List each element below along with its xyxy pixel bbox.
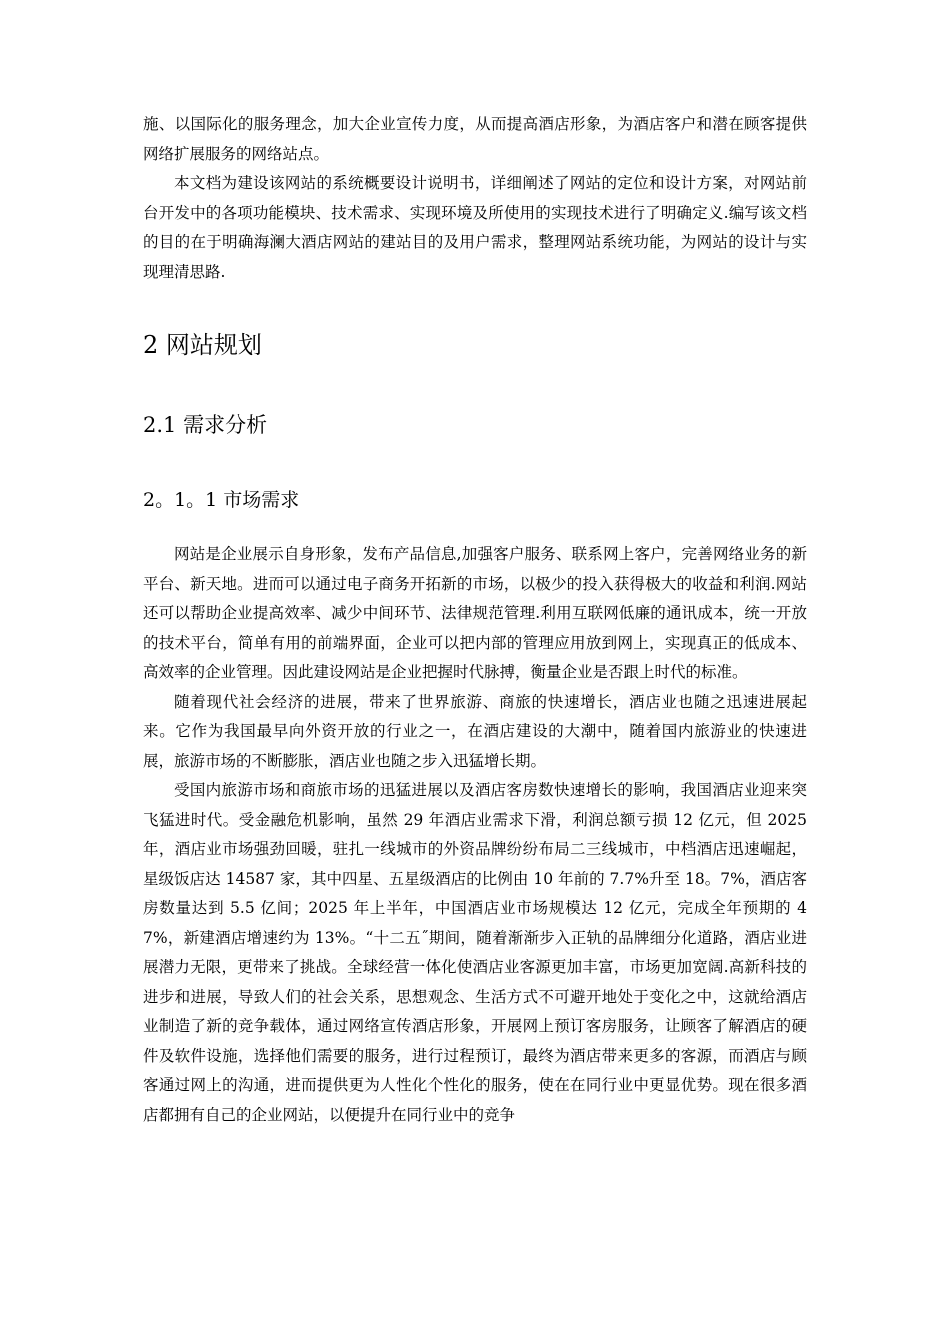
heading-requirements-analysis: 2.1 需求分析 <box>143 413 268 437</box>
paragraph-market-statistics: 受国内旅游市场和商旅市场的迅猛进展以及酒店客房数快速增长的影响，我国酒店业迎来突飞猛进时代。受金融危机影响，虽然 29 年酒店业需求下滑，利润总额亏损 12 亿元，但 2025 年，酒店业市场强劲回暖，驻扎一线城市的外资品牌纷纷布局二三线城市，中档酒店迅速崛起，星级饭店达 14587 家，其中四星、五星级酒店的比例由 10 年前的 7.7%升至 18。7%，酒店客房数量达到 5.5 亿间；2025 年上半年，中国酒店业市场规模达 12 亿元，完成全年预期的 47%，新建酒店增速约为 13%。“十二五˝期间，随着渐渐步入正轨的品牌细分化道路，酒店业进展潜力无限，更带来了挑战。全球经营一体化使酒店业客源更加丰富，市场更加宽阔.高新科技的进步和进展，导致人们的社会关系，思想观念、生活方式不可避开地处于变化之中，这就给酒店业制造了新的竞争载体，通过网络宣传酒店形象，开展网上预订客房服务，让顾客了解酒店的硬件及软件设施，选择他们需要的服务，进行过程预订，最终为酒店带来更多的客源，而酒店与顾客通过网上的沟通，进而提供更为人性化个性化的服务，使在在同行业中更显优势。现在很多酒店都拥有自己的企业网站，以便提升在同行业中的竞争 <box>143 781 807 1124</box>
paragraph-continuation: 施、以国际化的服务理念，加大企业宣传力度，从而提高酒店形象，为酒店客户和潜在顾客提供网络扩展服务的网络站点。 <box>143 115 807 163</box>
paragraph-hotel-growth: 随着现代社会经济的进展，带来了世界旅游、商旅的快速增长，酒店业也随之迅速进展起来。它作为我国最早向外资开放的行业之一，在酒店建设的大潮中，随着国内旅游业的快速进展，旅游市场的不断膨胀，酒店业也随之步入迅猛增长期。 <box>143 692 807 770</box>
paragraph-website-value: 网站是企业展示自身形象，发布产品信息,加强客户服务、联系网上客户，完善网络业务的新平台、新天地。进而可以通过电子商务开拓新的市场，以极少的投入获得极大的收益和利润.网站还可以帮助企业提高效率、减少中间环节、法律规范管理.利用互联网低廉的通讯成本，统一开放的技术平台，简单有用的前端界面，企业可以把内部的管理应用放到网上，实现真正的低成本、高效率的企业管理。因此建设网站是企业把握时代脉搏，衡量企业是否跟上时代的标准。 <box>143 545 807 681</box>
paragraph-purpose: 本文档为建设该网站的系统概要设计说明书，详细阐述了网站的定位和设计方案，对网站前台开发中的各项功能模块、技术需求、实现环境及所使用的实现技术进行了明确定义.编写该文档的目的在于明确海澜大酒店网站的建站目的及用户需求，整理网站系统功能，为网站的设计与实现理清思路. <box>143 174 807 281</box>
document-body <box>143 110 807 1130</box>
heading-market-demand: 2。1。1 市场需求 <box>143 489 300 511</box>
heading-website-planning: 2 网站规划 <box>143 331 262 359</box>
